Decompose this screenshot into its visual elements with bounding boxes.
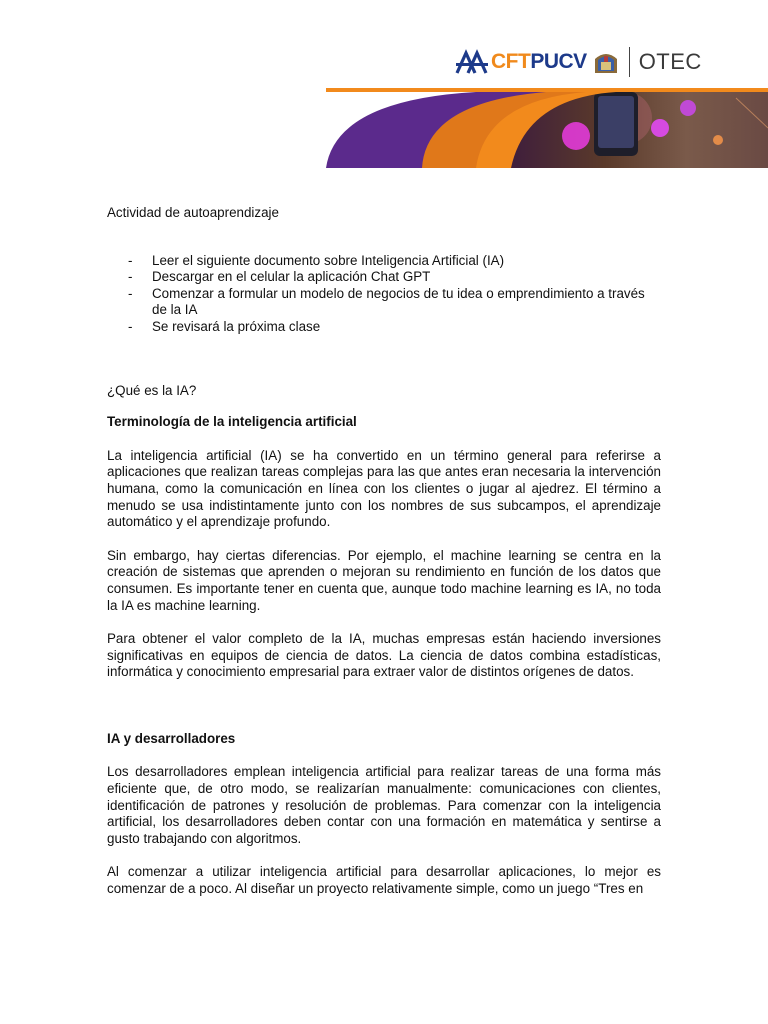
task-item	[107, 286, 661, 319]
task-text: Comenzar a formular un modelo de negocios de tu idea o emprendimiento a través de la IA	[152, 285, 645, 318]
task-text: Se revisará la próxima clase	[152, 318, 321, 334]
logo-text-cft: CFT	[491, 50, 531, 73]
cft-logo-icon	[455, 49, 489, 75]
header-banner	[326, 88, 768, 168]
bullet-dash: -	[128, 269, 133, 285]
logo-separator	[629, 47, 630, 77]
activity-title: Actividad de autoaprendizaje	[107, 205, 279, 220]
bullet-dash: -	[128, 252, 133, 268]
document-body	[107, 205, 661, 898]
paragraph: Al comenzar a utilizar inteligencia artificial para desarrollar aplicaciones, lo mejor es comenzar de a poco. Al diseñar un proyecto relativamente simple, como un juego “Tres en	[107, 864, 661, 897]
task-list	[107, 253, 661, 336]
otec-label: OTEC	[638, 49, 702, 74]
task-item	[107, 269, 661, 286]
question-heading: ¿Qué es la IA?	[107, 382, 197, 398]
task-item	[107, 253, 661, 270]
logo-bar	[455, 44, 755, 80]
task-text: Leer el siguiente documento sobre Inteligencia Artificial (IA)	[152, 252, 505, 268]
bullet-dash: -	[128, 285, 133, 301]
bullet-dash: -	[128, 318, 133, 334]
paragraph: Los desarrolladores emplean inteligencia artificial para realizar tareas de una forma más eficiente que, de otro modo, se realizarían manualmente: comunicaciones con clientes, identificación de patrones y resolución de problemas. Para comenzar con la inteligencia artificial, los desarrolladores deben contar con una formación en matemática y sentirse a gusto trabajando con algoritmos.	[107, 764, 661, 846]
paragraph: La inteligencia artificial (IA) se ha convertido en un término general para referirse a aplicaciones que realizan tareas complejas para las que antes eran necesaria la intervención humana, como la comunicación en línea con los clientes o jugar al ajedrez. El término a menudo se usa indistintamente junto con los nombres de sus subcampos, el aprendizaje automático y el aprendizaje profundo.	[107, 447, 661, 530]
section-heading-developers: IA y desarrolladores	[107, 730, 236, 746]
task-item	[107, 319, 661, 336]
section-heading-terminology: Terminología de la inteligencia artificial	[107, 414, 357, 430]
university-crest-icon	[591, 47, 621, 77]
logo-text	[491, 50, 587, 74]
task-text: Descargar en el celular la aplicación Chat GPT	[152, 269, 431, 285]
logo-text-pucv: PUCV	[530, 50, 587, 73]
paragraph: Para obtener el valor completo de la IA, muchas empresas están haciendo inversiones significativas en equipos de ciencia de datos. La ciencia de datos combina estadísticas, informática y conocimiento empresarial para extraer valor de distintos orígenes de datos.	[107, 631, 661, 680]
paragraph: Sin embargo, hay ciertas diferencias. Por ejemplo, el machine learning se centra en la creación de sistemas que aprenden o mejoran su rendimiento en función de los datos que consumen. Es importante tener en cuenta que, aunque todo machine learning es IA, no toda la IA es machine learning.	[107, 547, 661, 613]
